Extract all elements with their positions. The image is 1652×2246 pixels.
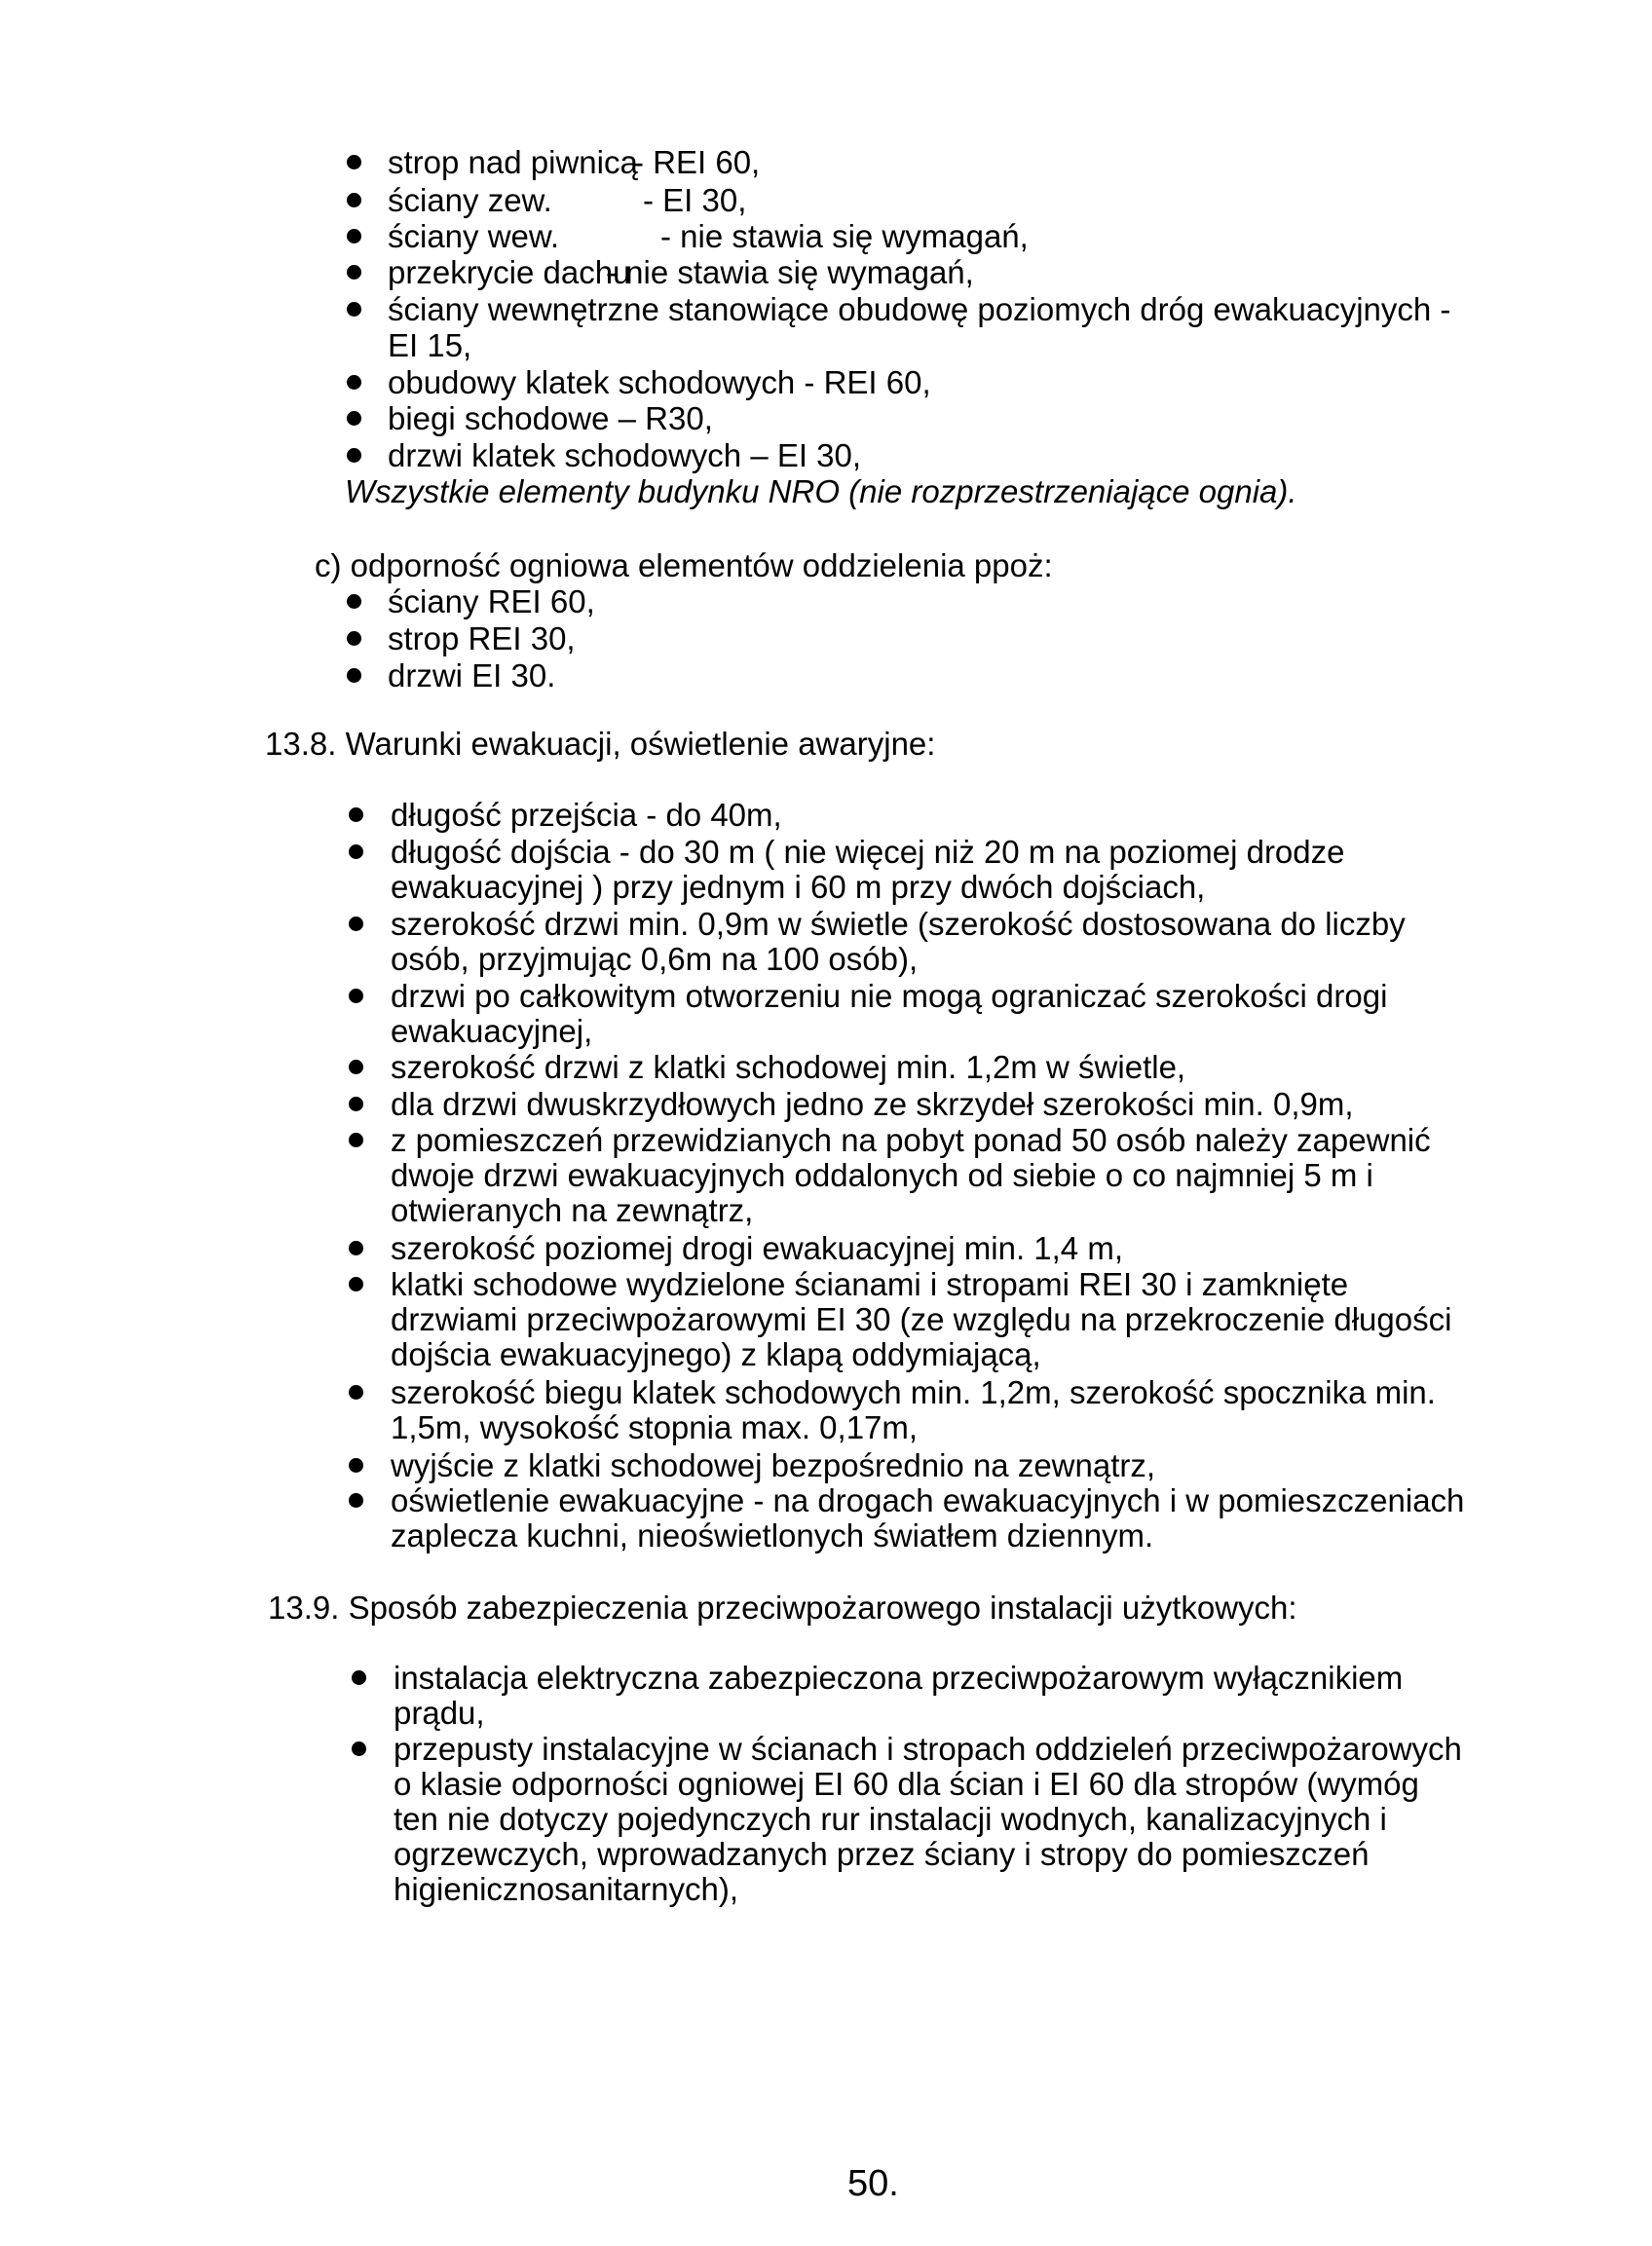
list-item-line: ten nie dotyczy pojedynczych rur instalacji wodnych, kanalizacyjnych i [394,1801,1387,1837]
bullet-icon [347,631,361,646]
list-item-line: drzwi EI 30. [388,657,556,693]
list-item-label: ściany zew. [388,182,552,218]
bullet-icon [349,844,363,859]
bullet-icon [347,594,361,609]
list-item-line: 1,5m, wysokość stopnia max. 0,17m, [391,1409,919,1445]
list-item-line: szerokość poziomej drogi ewakuacyjnej min. 1,4 m, [391,1230,1123,1266]
list-item-value: - nie stawia się wymagań, [660,218,1029,254]
bullet-icon [347,193,361,207]
bullet-icon [352,1741,366,1756]
list-item-line: ogrzewczych, wprowadzanych przez ściany i stropy do pomieszczeń [394,1836,1370,1872]
bullet-icon [349,917,363,931]
bullet-icon [347,668,361,683]
list-item-line: ewakuacyjnej ) przy jednym i 60 m przy dwóch dojściach, [391,869,1206,905]
bullet-icon [347,411,361,426]
list-item-label: strop nad piwnicą [388,144,638,180]
bullet-icon [347,155,361,169]
section-13-9-heading: 13.9. Sposób zabezpieczenia przeciwpożarowego instalacji użytkowych: [268,1590,1297,1626]
list-item-line: o klasie odporności ogniowej EI 60 dla ścian i EI 60 dla stropów (wymóg [394,1766,1419,1802]
bullet-icon [349,1060,363,1074]
bullet-icon [349,1133,363,1147]
list-item-line: ewakuacyjnej, [391,1013,593,1049]
list-item-value: - REI 60, [633,144,761,180]
list-item-value: - EI 30, [643,182,747,218]
bullet-icon [352,1670,366,1685]
list-item-line: dwoje drzwi ewakuacyjnych oddalonych od siebie o co najmniej 5 m i [391,1157,1373,1193]
list-item-label: przekrycie dachu [388,254,631,290]
list-item-line: ściany wewnętrzne stanowiące obudowę poziomych dróg ewakuacyjnych - [388,291,1451,327]
list-item-line: oświetlenie ewakuacyjne - na drogach ewakuacyjnych i w pomieszczeniach [391,1482,1465,1518]
list-item-line: dojścia ewakuacyjnego) z klapą oddymiającą, [391,1336,1041,1372]
list-item-line: instalacja elektryczna zabezpieczona przeciwpożarowym wyłącznikiem [394,1660,1404,1696]
italic-note: Wszystkie elementy budynku NRO (nie rozprzestrzeniające ognia). [345,473,1297,509]
list-item-line: EI 15, [388,327,472,363]
list-item-line: strop REI 30, [388,620,576,656]
list-item-line: z pomieszczeń przewidzianych na pobyt ponad 50 osób należy zapewnić [391,1122,1431,1158]
list-item-line: zaplecza kuchni, nieoświetlonych światłem dziennym. [391,1517,1154,1553]
list-item-line: drzwi po całkowitym otworzeniu nie mogą ograniczać szerokości drogi [391,978,1388,1014]
bullet-icon [349,1241,363,1255]
list-item-line: obudowy klatek schodowych - REI 60, [388,364,931,400]
list-item-line: długość dojścia - do 30 m ( nie więcej niż 20 m na poziomej drodze [391,834,1345,870]
page-number: 50. [847,2163,899,2204]
list-item-line: wyjście z klatki schodowej bezpośrednio na zewnątrz, [391,1447,1156,1483]
list-item-line: osób, przyjmując 0,6m na 100 osób), [391,941,919,977]
list-item-line: drzwi klatek schodowych – EI 30, [388,437,862,473]
section-c-heading: c) odporność ogniowa elementów oddzielenia ppoż: [315,547,1053,583]
section-13-8-heading: 13.8. Warunki ewakuacji, oświetlenie awaryjne: [265,726,936,762]
bullet-icon [349,1277,363,1291]
list-item-line: szerokość drzwi min. 0,9m w świetle (szerokość dostosowana do liczby [391,906,1406,942]
bullet-icon [349,1493,363,1508]
bullet-icon [349,989,363,1003]
list-item-line: przepusty instalacyjne w ścianach i stropach oddzieleń przeciwpożarowych [394,1731,1462,1767]
list-item-line: długość przejścia - do 40m, [391,797,782,833]
bullet-icon [347,448,361,463]
list-item-line: szerokość biegu klatek schodowych min. 1,2m, szerokość spocznika min. [391,1374,1436,1410]
bullet-icon [349,1458,363,1473]
bullet-icon [347,229,361,243]
bullet-icon [347,265,361,280]
list-item-line: ściany REI 60, [388,583,595,619]
bullet-icon [347,375,361,390]
list-item-line: biegi schodowe – R30, [388,400,713,436]
list-item-label: ściany wew. [388,218,560,254]
bullet-icon [349,1385,363,1400]
list-item-line: drzwiami przeciwpożarowymi EI 30 (ze względu na przekroczenie długości [391,1301,1452,1337]
list-item-line: dla drzwi dwuskrzydłowych jedno ze skrzydeł szerokości min. 0,9m, [391,1086,1354,1122]
list-item-line: szerokość drzwi z klatki schodowej min. 1,2m w świetle, [391,1049,1186,1085]
list-item-value: - nie stawia się wymagań, [606,254,974,290]
bullet-icon [347,302,361,317]
list-item-line: otwieranych na zewnątrz, [391,1192,754,1228]
bullet-icon [349,807,363,822]
bullet-icon [349,1097,363,1111]
list-item-line: klatki schodowe wydzielone ścianami i stropami REI 30 i zamknięte [391,1266,1349,1302]
list-item-line: higienicznosanitarnych), [394,1871,739,1907]
list-item-line: prądu, [394,1695,485,1731]
